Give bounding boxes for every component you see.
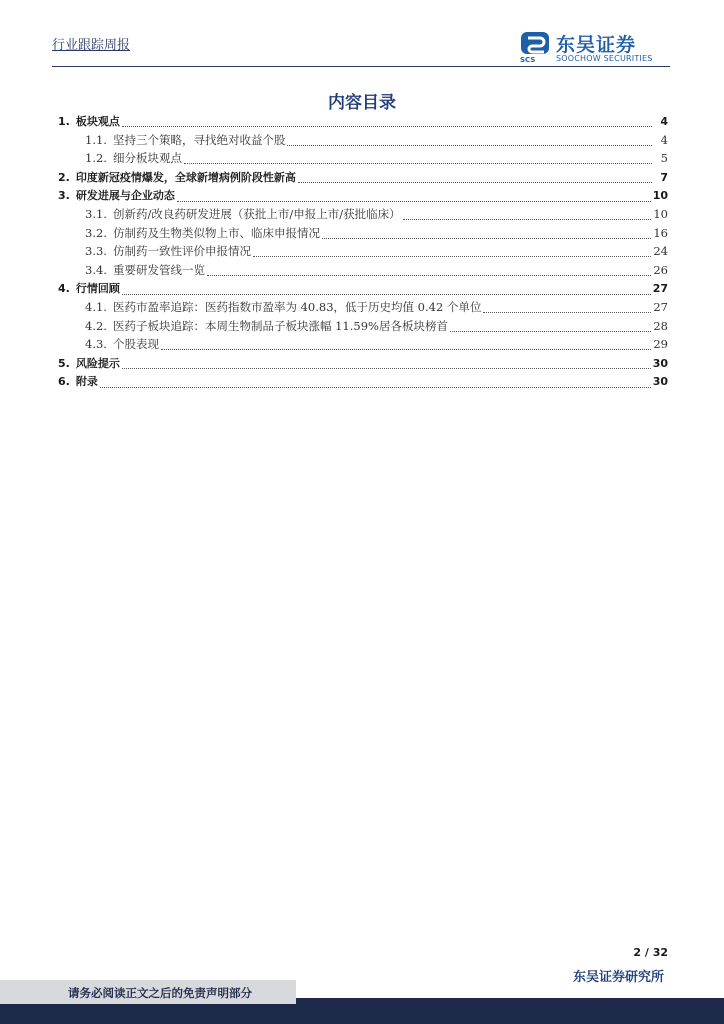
toc-entry-label: 细分板块观点 [112,151,182,166]
toc-entry-number: 3.4. [85,262,107,277]
toc-entry-label: 研发进展与企业动态 [75,189,175,203]
toc-entry[interactable] [58,132,668,151]
toc-entry-label: 医药市盈率追踪：医药指数市盈率为 40.83，低于历史均值 0.42 个单位 [112,299,482,314]
toc-entry-number: 4.3. [85,337,107,352]
toc-leader-dots [177,192,651,202]
institute-name: 东吴证券研究所 [572,970,664,985]
toc-entry[interactable] [58,355,668,374]
logo-english-name: SOOCHOW SECURITIES [556,54,653,63]
toc-leader-dots [298,173,652,183]
toc-entry-label: 行情回顾 [75,282,120,296]
toc-entry-page: 7 [660,170,668,184]
toc-leader-dots [122,359,651,369]
toc-entry[interactable] [58,187,668,206]
toc-entry[interactable] [58,373,668,392]
toc-entry-label: 仿制药及生物类似物上市、临床申报情况 [112,225,320,240]
toc-entry-number: 1.2. [85,151,107,166]
toc-entry-label: 坚持三个策略，寻找绝对收益个股 [112,132,286,147]
toc-leader-dots [450,322,651,332]
toc-entry-label: 重要研发管线一览 [112,262,205,277]
disclaimer-text: 请务必阅读正文之后的免责声明部分 [68,986,252,1000]
toc-entry-number: 3.2. [85,225,107,240]
toc-entry-page: 30 [652,356,668,370]
toc-entry-page: 10 [653,206,668,221]
toc-entry-number: 1. [58,115,70,128]
toc-entry-number: 1.1. [85,132,107,147]
toc-entry-page: 27 [652,282,668,296]
toc-entry-label: 个股表现 [112,337,159,352]
toc-entry[interactable] [58,113,668,132]
header-divider [52,66,670,67]
toc-entry[interactable] [58,225,668,244]
toc-leader-dots [483,303,651,313]
logo-abbr: SCS [520,56,536,64]
toc-entry-label: 创新药/改良药研发进展（获批上市/申报上市/获批临床） [112,206,401,221]
toc-leader-dots [207,266,651,276]
toc-entry-page: 26 [653,262,668,277]
toc-entry-label: 风险提示 [75,356,120,370]
toc-entry-label: 板块观点 [75,115,120,128]
toc-leader-dots [184,154,652,164]
toc-entry[interactable] [58,243,668,262]
toc-entry-page: 5 [660,151,668,166]
toc-entry[interactable] [58,150,668,169]
company-logo [520,30,670,66]
toc-entry-label: 印度新冠疫情爆发，全球新增病例阶段性新高 [75,170,296,184]
toc-entry[interactable] [58,169,668,188]
footer-navy-bar [0,1004,724,1024]
toc-entry-number: 4.2. [85,318,107,333]
toc-leader-dots [161,340,651,350]
toc-entry-label: 医药子板块追踪：本周生物制品子板块涨幅 11.59%居各板块榜首 [112,318,448,333]
toc-entry-number: 2. [58,170,70,184]
toc-entry-label: 仿制药一致性评价申报情况 [112,244,251,259]
toc-leader-dots [122,117,652,127]
toc-entry-number: 3.1. [85,206,107,221]
toc-entry-page: 30 [652,375,668,389]
toc-entry[interactable] [58,299,668,318]
toc-entry-page: 4 [660,115,668,128]
toc-entry-page: 28 [653,318,668,333]
toc-entry-page: 4 [660,132,668,147]
toc-entry[interactable] [58,280,668,299]
page-number: 2 / 32 [633,946,668,959]
table-of-contents [58,113,668,392]
toc-entry-number: 4. [58,282,70,296]
toc-entry-number: 6. [58,375,70,389]
toc-entry-page: 10 [652,189,668,203]
toc-entry-page: 16 [653,225,668,240]
toc-leader-dots [322,229,651,239]
toc-entry-page: 29 [653,337,668,352]
toc-entry[interactable] [58,318,668,337]
logo-chinese-name: 东吴证券 [556,34,637,56]
toc-entry[interactable] [58,262,668,281]
toc-title: 内容目录 [328,93,396,113]
toc-entry-page: 27 [653,299,668,314]
toc-entry-page: 24 [653,244,668,259]
toc-leader-dots [100,378,651,388]
toc-leader-dots [287,136,652,146]
toc-leader-dots [253,247,651,257]
toc-entry-number: 4.1. [85,299,107,314]
toc-entry[interactable] [58,206,668,225]
toc-leader-dots [403,210,652,220]
report-type-label: 行业跟踪周报 [52,38,131,53]
toc-entry-label: 附录 [75,375,98,389]
toc-entry-number: 3.3. [85,244,107,259]
toc-leader-dots [122,285,651,295]
toc-entry-number: 5. [58,356,70,370]
toc-entry-number: 3. [58,189,70,203]
toc-entry[interactable] [58,336,668,355]
